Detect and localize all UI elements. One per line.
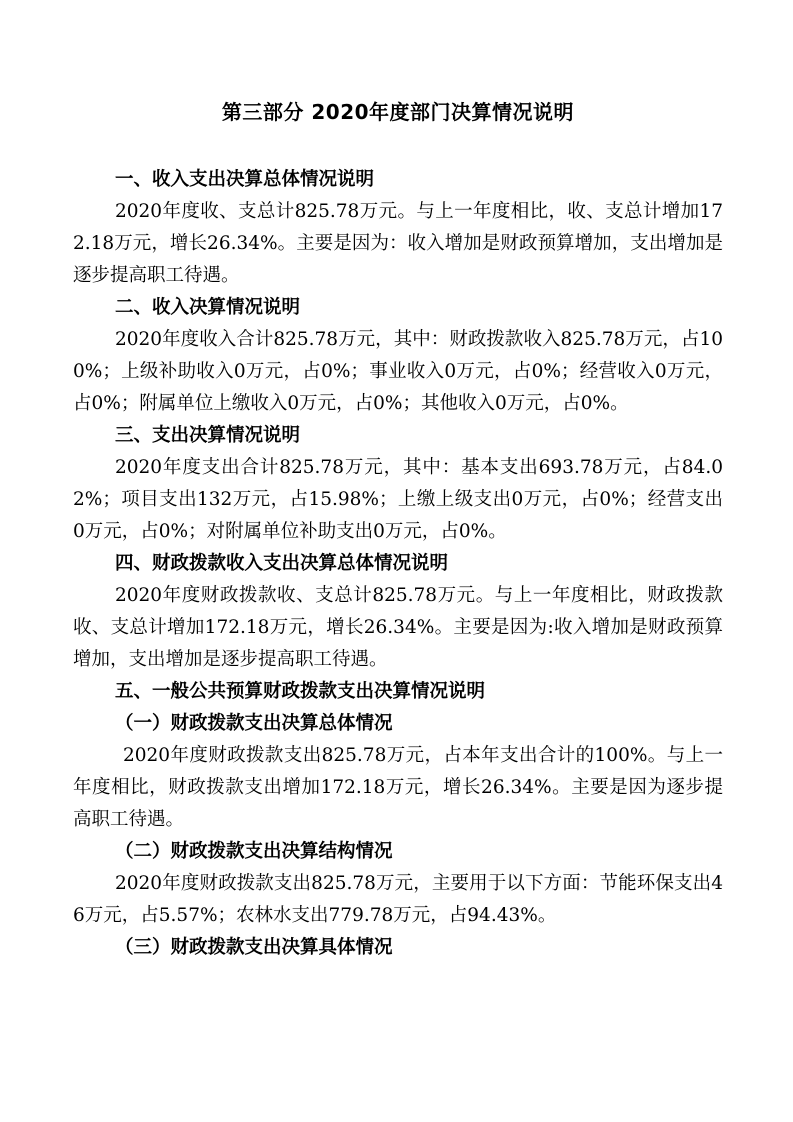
subsection-paragraph-5-1: 2020年度财政拨款支出825.78万元，占本年支出合计的100%。与上一年度相比，财政拨款支出增加172.18万元，增长26.34%。主要是因为逐步提高职工待遇。 xyxy=(73,745,723,830)
section-heading-1: 一、收入支出决算总体情况说明 xyxy=(115,169,375,190)
section-paragraph-3: 2020年度支出合计825.78万元，其中：基本支出693.78万元，占84.02%；项目支出132万元，占15.98%；上缴上级支出0万元，占0%；经营支出0万元，占0%；对附属单位补助支出0万元，占0%。 xyxy=(73,457,723,542)
subsection-heading-5-2: （二）财政拨款支出决算结构情况 xyxy=(115,841,393,862)
section-paragraph-1: 2020年度收、支总计825.78万元。与上一年度相比，收、支总计增加172.18万元，增长26.34%。主要是因为：收入增加是财政预算增加，支出增加是逐步提高职工待遇。 xyxy=(73,201,723,286)
section-heading-4: 四、财政拨款收入支出决算总体情况说明 xyxy=(115,553,449,574)
section-paragraph-2: 2020年度收入合计825.78万元，其中：财政拨款收入825.78万元，占100%；上级补助收入0万元，占0%；事业收入0万元，占0%；经营收入0万元，占0%；附属单位上缴收入0万元，占0%；其他收入0万元，占0%。 xyxy=(73,329,723,414)
document-body xyxy=(73,96,723,964)
section-paragraph-4: 2020年度财政拨款收、支总计825.78万元。与上一年度相比，财政拨款收、支总计增加172.18万元，增长26.34%。主要是因为:收入增加是财政预算增加，支出增加是逐步提高职工待遇。 xyxy=(73,585,723,670)
section-heading-2: 二、收入决算情况说明 xyxy=(115,297,301,318)
section-heading-3: 三、支出决算情况说明 xyxy=(115,425,301,446)
subsection-heading-5-3: （三）财政拨款支出决算具体情况 xyxy=(115,937,393,958)
section-heading-5: 五、一般公共预算财政拨款支出决算情况说明 xyxy=(115,681,486,702)
subsection-heading-5-1: （一）财政拨款支出决算总体情况 xyxy=(115,713,393,734)
page-title: 第三部分 2020年度部门决算情况说明 xyxy=(221,100,575,124)
subsection-paragraph-5-2: 2020年度财政拨款支出825.78万元，主要用于以下方面：节能环保支出46万元，占5.57%；农林水支出779.78万元，占94.43%。 xyxy=(73,873,723,926)
